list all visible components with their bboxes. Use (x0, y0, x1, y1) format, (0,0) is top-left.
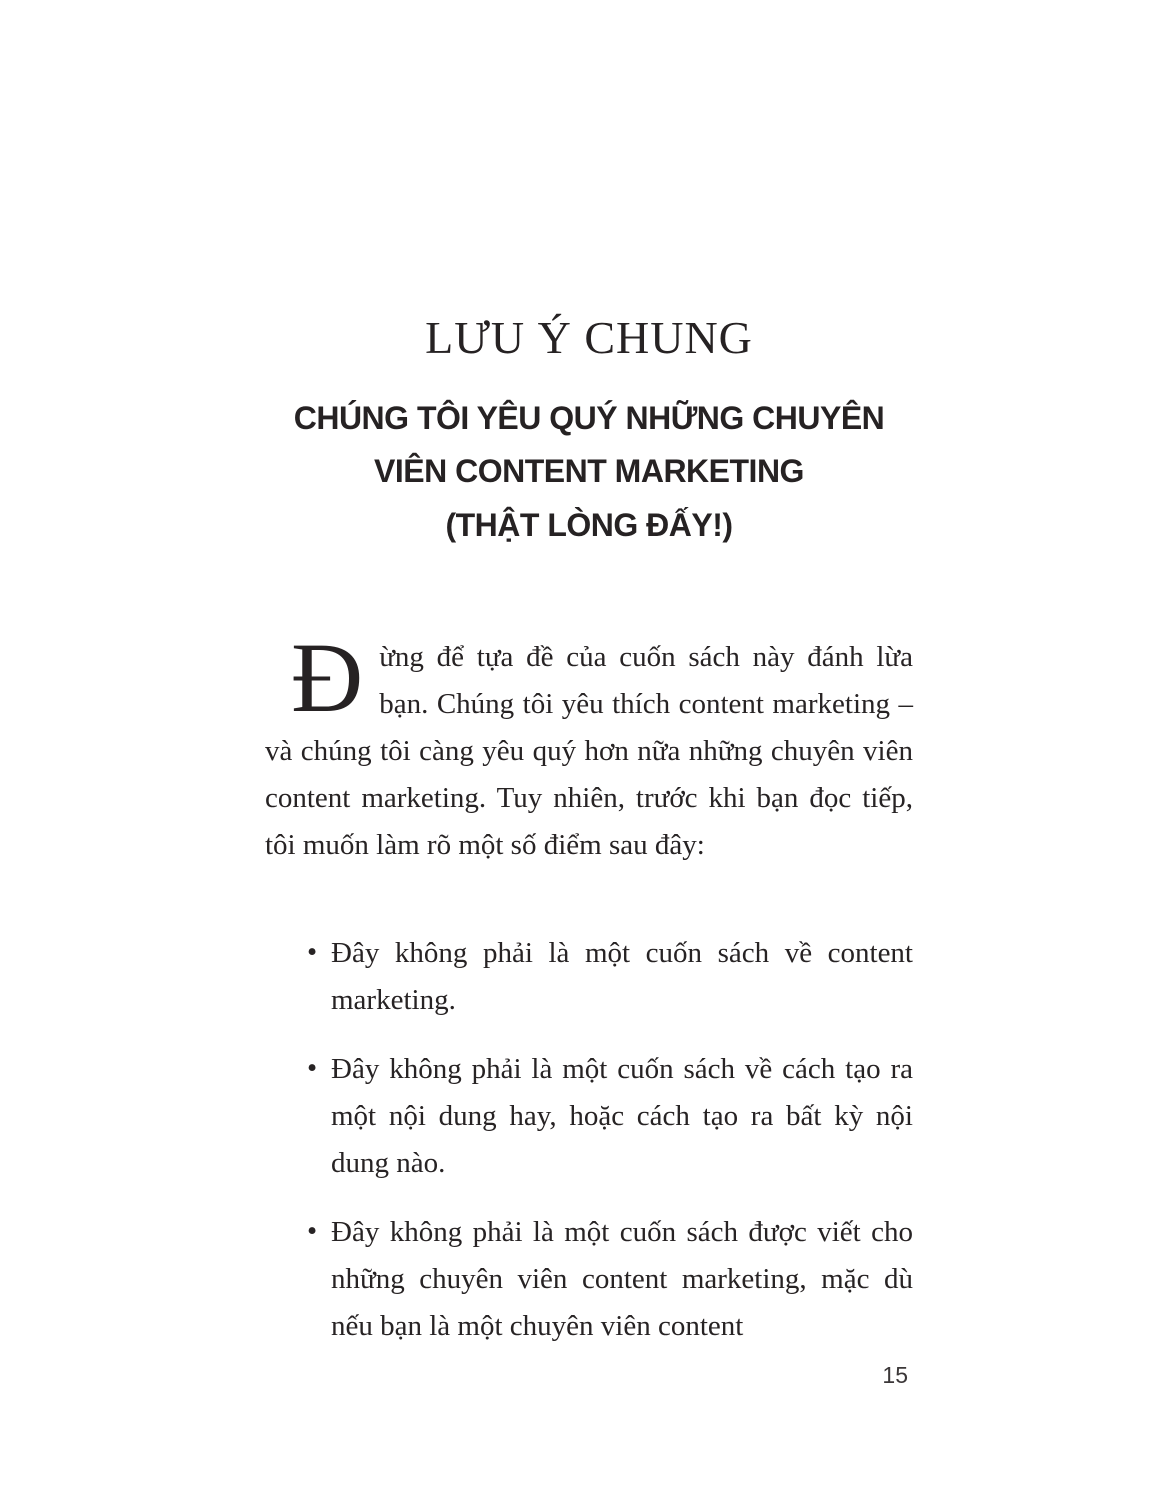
bullet-text: Đây không phải là một cuốn sách về content marketing. (331, 937, 913, 1016)
intro-paragraph (265, 622, 913, 869)
intro-text: ừng để tựa đề của cuốn sách này đánh lừa bạn. Chúng tôi yêu thích content marketing – và chúng tôi càng yêu quý hơn nữa những chuyên viên content marketing. Tuy nhiên, trước khi bạn đọc tiếp, tôi muốn làm rõ một số điểm sau đây: (265, 641, 913, 861)
bullet-icon: • (307, 1052, 318, 1084)
list-item (265, 1046, 913, 1187)
list-item (265, 1209, 913, 1350)
bullet-icon: • (307, 1215, 318, 1247)
bullet-list (265, 930, 913, 1372)
subtitle-parenthetical: (THẬT LÒNG ĐẤY!) (445, 507, 733, 543)
list-item (265, 930, 913, 1024)
bullet-text: Đây không phải là một cuốn sách được viết cho những chuyên viên content marketing, mặc dù nếu bạn là một chuyên viên content (331, 1216, 913, 1342)
bullet-icon: • (307, 936, 318, 968)
drop-cap: Đ (291, 622, 364, 733)
text-column (265, 0, 913, 1500)
bullet-text: Đây không phải là một cuốn sách về cách tạo ra một nội dung hay, hoặc cách tạo ra bất kỳ nội dung nào. (331, 1053, 913, 1179)
subtitle-line-1: CHÚNG TÔI YÊU QUÝ NHỮNG CHUYÊN (293, 400, 885, 436)
chapter-subtitle (245, 392, 933, 498)
chapter-title: LƯU Ý CHUNG (425, 312, 753, 363)
subtitle-line-2: VIÊN CONTENT MARKETING (374, 453, 804, 489)
page-number: 15 (882, 1362, 908, 1388)
